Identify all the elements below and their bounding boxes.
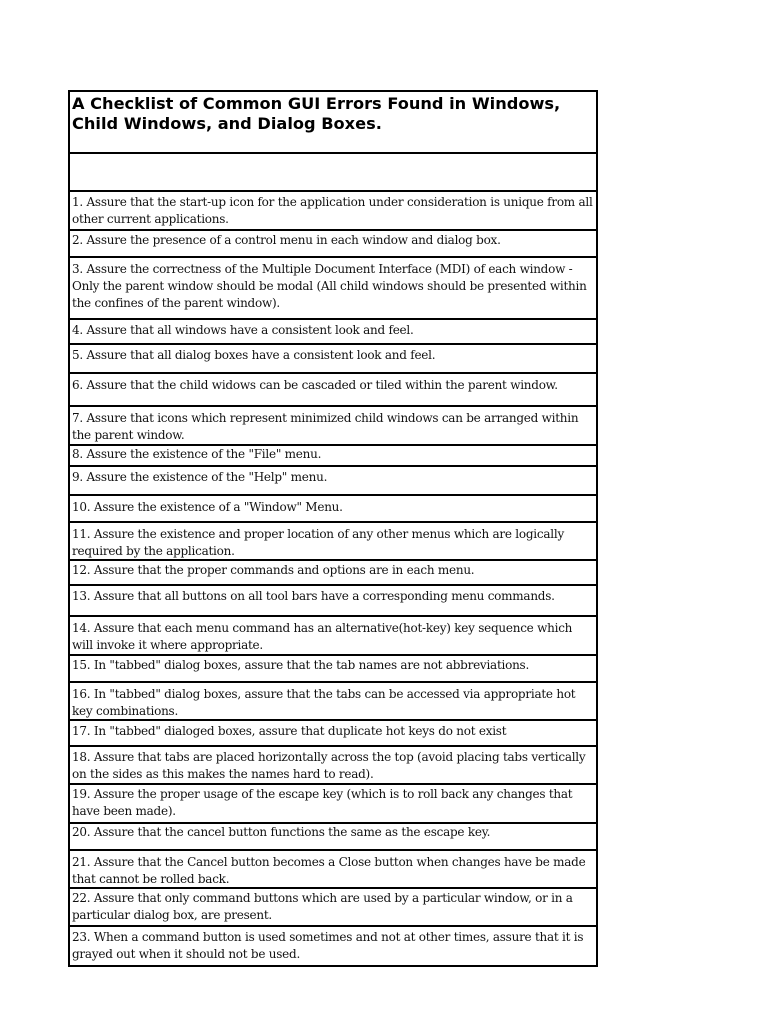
checklist-item-5: 5. Assure that all dialog boxes have a consistent look and feel. bbox=[70, 345, 596, 374]
checklist-item-10: 10. Assure the existence of a "Window" Menu. bbox=[70, 496, 596, 523]
checklist-item-6: 6. Assure that the child widows can be cascaded or tiled within the parent window. bbox=[70, 374, 596, 407]
checklist-item-19: 19. Assure the proper usage of the escape key (which is to roll back any changes that have been made). bbox=[70, 785, 596, 824]
checklist-item-23: 23. When a command button is used sometimes and not at other times, assure that it is grayed out when it should not be used. bbox=[70, 927, 596, 967]
checklist-item-11: 11. Assure the existence and proper location of any other menus which are logically required by the application. bbox=[70, 523, 596, 561]
checklist-item-14: 14. Assure that each menu command has an alternative(hot-key) key sequence which will invoke it where appropriate. bbox=[70, 617, 596, 656]
checklist-item-20: 20. Assure that the cancel button functions the same as the escape key. bbox=[70, 824, 596, 851]
checklist-item-12: 12. Assure that the proper commands and options are in each menu. bbox=[70, 561, 596, 586]
checklist-title: A Checklist of Common GUI Errors Found in Windows, Child Windows, and Dialog Boxes. bbox=[70, 92, 596, 154]
checklist-item-18: 18. Assure that tabs are placed horizontally across the top (avoid placing tabs vertically on the sides as this makes the names hard to read). bbox=[70, 747, 596, 785]
checklist-item-3: 3. Assure the correctness of the Multiple Document Interface (MDI) of each window - Only the parent window should be modal (All child windows should be presented within the confines of the parent window). bbox=[70, 258, 596, 320]
checklist-item-8: 8. Assure the existence of the "File" menu. bbox=[70, 446, 596, 467]
checklist-item-13: 13. Assure that all buttons on all tool bars have a corresponding menu commands. bbox=[70, 586, 596, 617]
checklist-item-17: 17. In "tabbed" dialoged boxes, assure that duplicate hot keys do not exist bbox=[70, 721, 596, 747]
checklist-item-7: 7. Assure that icons which represent minimized child windows can be arranged within the parent window. bbox=[70, 407, 596, 446]
checklist-item-9: 9. Assure the existence of the "Help" menu. bbox=[70, 467, 596, 496]
checklist-item-22: 22. Assure that only command buttons which are used by a particular window, or in a particular dialog box, are present. bbox=[70, 889, 596, 927]
checklist-item-15: 15. In "tabbed" dialog boxes, assure that the tab names are not abbreviations. bbox=[70, 656, 596, 683]
blank-row bbox=[70, 154, 596, 192]
checklist-item-1: 1. Assure that the start-up icon for the application under consideration is unique from all other current applications. bbox=[70, 192, 596, 231]
checklist-table bbox=[68, 90, 598, 967]
checklist-item-21: 21. Assure that the Cancel button becomes a Close button when changes have be made that cannot be rolled back. bbox=[70, 851, 596, 889]
checklist-item-16: 16. In "tabbed" dialog boxes, assure that the tabs can be accessed via appropriate hot key combinations. bbox=[70, 683, 596, 721]
checklist-item-2: 2. Assure the presence of a control menu in each window and dialog box. bbox=[70, 231, 596, 258]
checklist-item-4: 4. Assure that all windows have a consistent look and feel. bbox=[70, 320, 596, 345]
